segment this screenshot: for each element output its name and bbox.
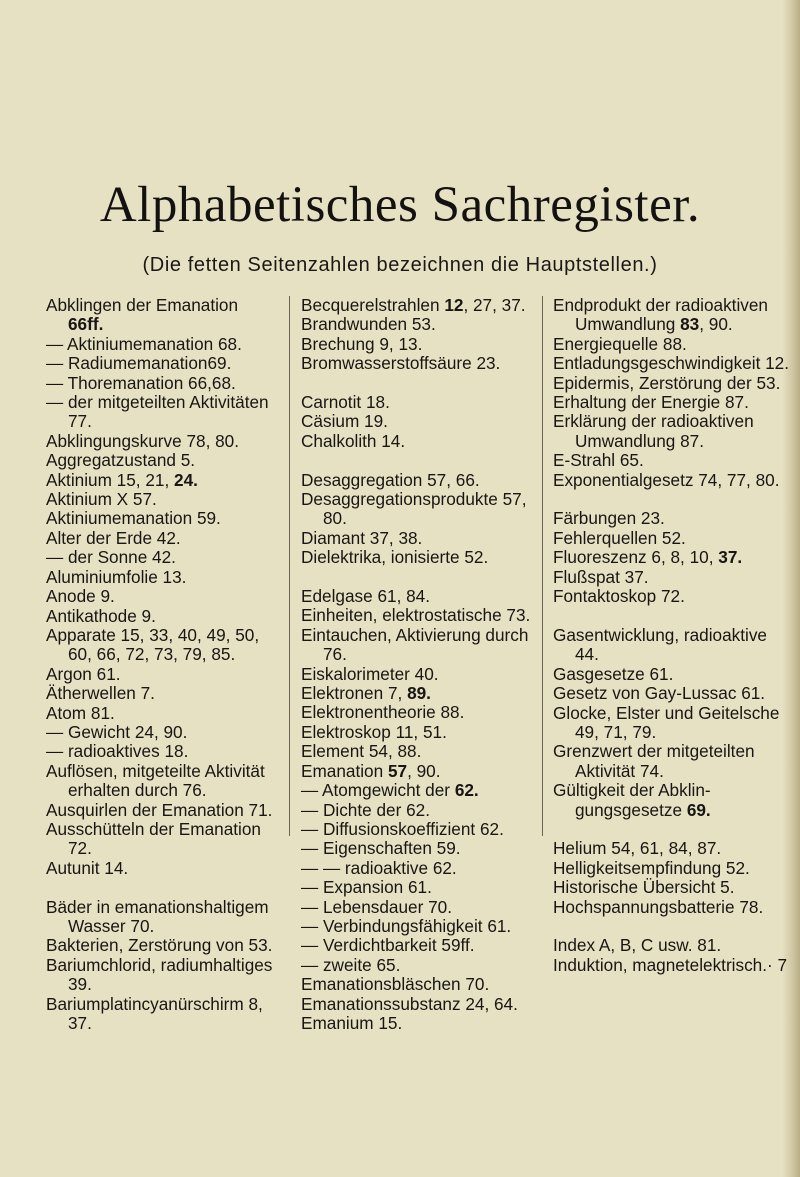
main-page-reference: 12 [444, 295, 464, 315]
index-entry-text: Aktinium 15, 21, [46, 469, 175, 490]
index-entry-text: Färbungen 23. [553, 508, 665, 529]
index-entry-text: E-Strahl 65. [553, 450, 644, 471]
index-entry [301, 606, 531, 625]
index-entry-text: Aktinium X 57. [46, 489, 157, 510]
index-entry-text: — Radiumemanation69. [46, 353, 232, 374]
index-entry [553, 704, 791, 743]
index-entry [553, 878, 791, 897]
index-entry [301, 296, 531, 315]
index-entry-text: Elektroskop 11, 51. [301, 721, 447, 742]
index-entry [301, 878, 531, 897]
index-entry [553, 839, 791, 858]
index-entry [46, 471, 278, 490]
index-entry-text: Apparate 15, 33, 40, 49, 50, 60, 66, 72, 73, 79, 85. [46, 624, 260, 665]
main-page-reference: 66ff. [68, 314, 104, 335]
index-entry [301, 665, 531, 684]
index-entry [46, 665, 278, 684]
index-entry-text: — Thoremanation 66,68. [46, 372, 236, 393]
index-entry [553, 568, 791, 587]
index-entry-text: Eiskalorimeter 40. [301, 663, 439, 684]
index-entry-text: Alter der Erde 42. [46, 527, 181, 548]
index-entry [301, 471, 531, 490]
index-entry-text: Diamant 37, 38. [301, 527, 423, 548]
index-entry-text: Gesetz von Gay-Lussac 61. [553, 683, 766, 704]
index-entry [46, 898, 278, 937]
index-entry-text: Autunit 14. [46, 857, 129, 878]
index-entry [301, 995, 531, 1014]
index-entry-text: Induktion, magnetelektrisch.· 7 [553, 954, 788, 975]
index-entry-text: Aggregatzustand 5. [46, 450, 196, 471]
index-entry [46, 936, 278, 955]
index-entry [301, 742, 531, 761]
index-entry [46, 548, 278, 567]
index-entry-text: Bromwasserstoffsäure 23. [301, 353, 501, 374]
index-entry-text: Carnotit 18. [301, 392, 390, 413]
index-entry-text: — zweite 65. [301, 954, 401, 975]
index-entry-text: Bäder in emanationshaltigem Wasser 70. [46, 896, 269, 936]
index-entry [46, 626, 278, 665]
index-entry-text: Eintauchen, Aktivierung durch 76. [301, 624, 529, 665]
index-entry-text: Exponentialgesetz 74, 77, 80. [553, 469, 780, 490]
index-entry-text: — Verbindungsfähigkeit 61. [301, 915, 512, 936]
index-entry-text: Edelgase 61, 84. [301, 586, 431, 607]
index-entry-text: Hochspannungsbatterie 78. [553, 896, 764, 917]
index-entry [553, 296, 791, 335]
index-entry [553, 354, 791, 373]
index-entry-text: Aluminiumfolie 13. [46, 566, 187, 587]
index-entry [553, 587, 791, 606]
index-entry-text: Ausschütteln der Emanation 72. [46, 818, 261, 859]
index-entry [301, 490, 531, 529]
index-entry-text: Entladungsgeschwindigkeit 12. [553, 353, 790, 374]
index-entry [553, 335, 791, 354]
index-entry [46, 995, 278, 1034]
index-entry [553, 898, 791, 917]
index-entry [301, 315, 531, 334]
index-entry [46, 723, 278, 742]
main-page-reference: 69. [686, 799, 711, 820]
index-entry [553, 665, 791, 684]
index-entry-text: Abklingen der Emanation [46, 295, 239, 315]
main-page-reference: 37. [718, 547, 743, 568]
index-entry-text: Epidermis, Zerstörung der 53. [553, 372, 781, 393]
index-entry [46, 859, 278, 878]
main-page-reference: 83 [680, 314, 700, 335]
index-entry [46, 374, 278, 393]
column-divider [289, 296, 290, 836]
index-entry-text: — der mitgeteilten Aktivitäten 77. [46, 392, 269, 432]
index-entry [46, 956, 278, 995]
index-entry-text: — Gewicht 24, 90. [46, 721, 188, 742]
index-entry-text: Desaggregationsprodukte 57, 80. [301, 489, 527, 529]
index-entry-text: Desaggregation 57, 66. [301, 469, 480, 490]
index-entry-text: Energiequelle 88. [553, 333, 687, 354]
index-entry [553, 859, 791, 878]
index-entry-text: Element 54, 88. [301, 741, 422, 762]
index-entry-text: Erhaltung der Energie 87. [553, 392, 749, 413]
index-entry-text: Glocke, Elster und Geitelsche 49, 71, 79. [553, 702, 780, 742]
index-entry [553, 956, 791, 975]
index-column-2 [301, 296, 531, 1033]
index-entry [301, 432, 531, 451]
index-entry [46, 490, 278, 509]
index-entry [46, 742, 278, 761]
index-entry [46, 801, 278, 820]
index-entry [301, 859, 531, 878]
index-entry-text: Elektronentheorie 88. [301, 702, 465, 723]
index-entry [301, 975, 531, 994]
index-entry [46, 451, 278, 470]
index-entry-pages: , 90. [699, 314, 733, 335]
index-entry [301, 839, 531, 858]
index-entry [46, 354, 278, 373]
index-entry-text: Brandwunden 53. [301, 314, 436, 335]
index-entry [553, 626, 791, 665]
index-entry [301, 956, 531, 975]
index-entry-text: Gasgesetze 61. [553, 663, 674, 684]
index-entry-text: Fontaktoskop 72. [553, 586, 685, 607]
index-entry [301, 801, 531, 820]
index-entry [301, 1014, 531, 1033]
page-title: Alphabetisches Sachregister. [99, 177, 701, 233]
index-entry-text: — Lebensdauer 70. [301, 896, 452, 917]
index-entry-text: Dielektrika, ionisierte 52. [301, 547, 489, 568]
index-entry [301, 723, 531, 742]
index-entry-text: — radioaktives 18. [46, 741, 189, 762]
index-entry [301, 335, 531, 354]
index-entry [553, 471, 791, 490]
index-entry-text: Helligkeitsempfindung 52. [553, 857, 750, 878]
index-entry-text: Bariumchlorid, radiumhaltiges 39. [46, 954, 273, 995]
index-entry-text: Einheiten, elektrostatische 73. [301, 605, 531, 626]
index-entry [301, 684, 531, 703]
index-entry-text: Anode 9. [46, 586, 115, 607]
index-entry-pages: , 90. [407, 760, 441, 781]
index-entry [553, 529, 791, 548]
index-entry-text: Historische Übersicht 5. [553, 877, 735, 898]
column-divider [542, 296, 543, 836]
index-entry [301, 898, 531, 917]
index-entry-text: Bakterien, Zerstörung von 53. [46, 935, 273, 956]
index-entry [553, 374, 791, 393]
index-entry [46, 762, 278, 801]
index-entry [46, 335, 278, 354]
index-entry [46, 529, 278, 548]
index-entry [553, 936, 791, 955]
index-entry-pages: , 27, 37. [463, 295, 526, 315]
index-entry-text: — Dichte der 62. [301, 799, 430, 820]
index-entry [301, 703, 531, 722]
index-entry-text: Emanium 15. [301, 1012, 403, 1033]
main-page-reference: 57 [387, 760, 408, 781]
index-entry [301, 393, 531, 412]
index-entry [301, 626, 531, 665]
index-entry [301, 412, 531, 431]
index-entry [46, 607, 278, 626]
index-entry [301, 354, 531, 373]
index-entry [46, 509, 278, 528]
index-entry-text: — der Sonne 42. [46, 547, 176, 568]
index-entry-text: Bariumplatincyanürschirm 8, 37. [46, 993, 263, 1034]
index-entry-text: Emanationsbläschen 70. [301, 974, 490, 995]
index-entry [46, 432, 278, 451]
main-page-reference: 24. [174, 469, 198, 490]
index-entry [553, 548, 791, 567]
index-entry [553, 742, 791, 781]
index-entry [301, 781, 531, 800]
index-entry [301, 529, 531, 548]
index-entry-text: Ätherwellen 7. [46, 683, 155, 704]
index-entry-text: — Verdichtbarkeit 59ff. [301, 935, 475, 956]
index-entry-text: Endprodukt der radioaktiven Umwandlung [553, 295, 768, 335]
index-entry [553, 412, 791, 451]
index-entry [46, 296, 278, 335]
index-entry [301, 762, 531, 781]
index-entry-text: Becquerelstrahlen [301, 295, 445, 315]
index-column-1 [46, 296, 278, 1033]
page-subtitle: (Die fetten Seitenzahlen bezeichnen die Hauptstellen.) [142, 254, 658, 276]
index-entry-text: Ausquirlen der Emanation 71. [46, 799, 273, 820]
index-entry-text: Flußspat 37. [553, 566, 649, 587]
index-entry-text: Fluoreszenz 6, 8, 10, [553, 547, 719, 568]
index-entry [553, 509, 791, 528]
index-entry [301, 936, 531, 955]
index-entry [301, 548, 531, 567]
index-entry-text: — Eigenschaften 59. [301, 838, 461, 859]
main-page-reference: 62. [454, 780, 479, 801]
index-entry-text: Aktiniumemanation 59. [46, 508, 221, 529]
index-entry [553, 393, 791, 412]
index-entry-text: — Expansion 61. [301, 877, 432, 898]
index-entry-text: Auflösen, mitgeteilte Aktivität erhalten durch 76. [46, 760, 265, 801]
index-entry-text: Fehlerquellen 52. [553, 527, 686, 548]
index-entry-text: Brechung 9, 13. [301, 333, 423, 354]
index-entry [46, 587, 278, 606]
index-entry [46, 704, 278, 723]
index-entry-text: Gültigkeit der Abklingungsgesetze [553, 780, 711, 820]
index-entry [46, 393, 278, 432]
index-entry [301, 587, 531, 606]
index-entry-text: Argon 61. [46, 663, 121, 684]
index-entry [46, 684, 278, 703]
index-entry-text: Emanationssubstanz 24, 64. [301, 993, 518, 1014]
index-entry-text: Erklärung der radioaktiven Umwandlung 87. [553, 411, 754, 451]
index-entry-text: — — radioaktive 62. [301, 857, 457, 878]
index-entry [553, 684, 791, 703]
index-entry [301, 917, 531, 936]
index-entry-text: Grenzwert der mitgeteilten Aktivität 74. [553, 741, 755, 781]
main-page-reference: 89. [407, 683, 431, 704]
index-entry-text: Helium 54, 61, 84, 87. [553, 838, 722, 859]
index-entry-text: Cäsium 19. [301, 411, 388, 432]
index-entry-text: Emanation [301, 760, 388, 781]
index-entry [553, 451, 791, 470]
index-entry-text: Atom 81. [46, 702, 115, 723]
index-entry-text: Chalkolith 14. [301, 430, 406, 451]
index-entry-text: — Aktiniumemanation 68. [46, 333, 242, 354]
index-entry [301, 820, 531, 839]
index-entry [553, 781, 791, 820]
index-entry-text: — Atomgewicht der [301, 780, 455, 801]
index-entry-text: Antikathode 9. [46, 605, 156, 626]
index-entry [46, 568, 278, 587]
index-entry [46, 820, 278, 859]
index-entry-text: Index A, B, C usw. 81. [553, 935, 722, 956]
index-entry-text: — Diffusionskoeffizient 62. [301, 818, 504, 839]
index-entry-text: Elektronen 7, [301, 683, 408, 704]
index-entry-text: Gasentwicklung, radioaktive 44. [553, 624, 767, 665]
index-entry-text: Abklingungskurve 78, 80. [46, 430, 240, 451]
index-column-3 [553, 296, 791, 975]
